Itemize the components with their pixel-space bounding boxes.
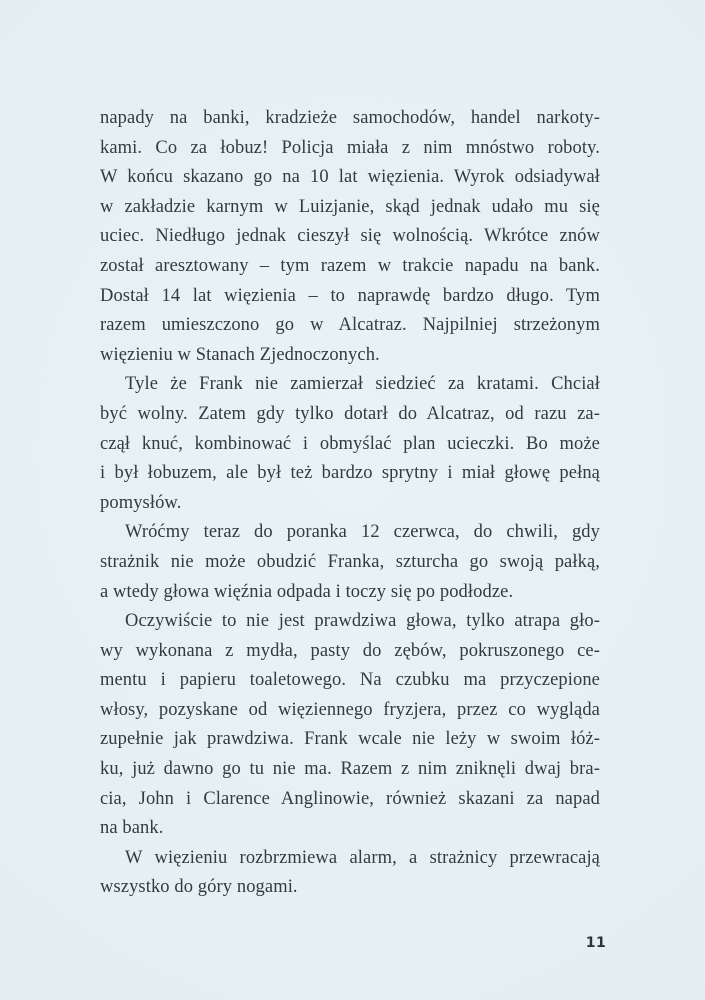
- text-line: kami. Co za łobuz! Policja miała z nim mnóstwo roboty.: [100, 137, 600, 158]
- text-line: W końcu skazano go na 10 lat więzienia. Wyrok odsiadywał: [100, 167, 600, 188]
- text-line: więzieniu w Stanach Zjednoczonych.: [100, 344, 380, 365]
- text-line: W więzieniu rozbrzmiewa alarm, a strażnicy przewracają: [125, 847, 600, 868]
- text-line: został aresztowany – tym razem w trakcie napadu na bank.: [100, 255, 600, 276]
- text-line: włosy, pozyskane od więziennego fryzjera, przez co wygląda: [100, 699, 600, 720]
- text-line: uciec. Niedługo jednak cieszył się wolnością. Wkrótce znów: [100, 226, 600, 247]
- text-line: być wolny. Zatem gdy tylko dotarł do Alcatraz, od razu za-: [100, 403, 600, 424]
- paragraph: [100, 607, 600, 844]
- paragraph: [100, 844, 600, 903]
- text-line: w zakładzie karnym w Luizjanie, skąd jednak udało mu się: [100, 196, 600, 217]
- text-line: Wróćmy teraz do poranka 12 czerwca, do chwili, gdy: [125, 522, 600, 543]
- text-line: razem umieszczono go w Alcatraz. Najpilniej strzeżonym: [100, 315, 600, 336]
- text-line: i był łobuzem, ale był też bardzo sprytny i miał głowę pełną: [100, 463, 600, 484]
- paragraph: [100, 518, 600, 607]
- text-line: cia, John i Clarence Anglinowie, również skazani za napad: [100, 788, 600, 809]
- text-line: Oczywiście to nie jest prawdziwa głowa, tylko atrapa gło-: [125, 611, 600, 632]
- text-line: mentu i papieru toaletowego. Na czubku ma przyczepione: [100, 670, 600, 691]
- text-line: zupełnie jak prawdziwa. Frank wcale nie leży w swoim łóż-: [100, 729, 600, 750]
- text-line: a wtedy głowa więźnia odpada i toczy się po podłodze.: [100, 581, 514, 602]
- text-line: napady na banki, kradzieże samochodów, handel narkoty-: [100, 108, 600, 128]
- paragraph: [100, 104, 600, 370]
- text-line: Tyle że Frank nie zamierzał siedzieć za kratami. Chciał: [125, 374, 600, 395]
- text-line: strażnik nie może obudzić Franka, szturcha go swoją pałką,: [100, 551, 600, 572]
- body-text: [100, 104, 600, 903]
- text-line: wy wykonana z mydła, pasty do zębów, pokruszonego ce-: [100, 640, 600, 661]
- paragraph: [100, 370, 600, 518]
- page-number: 11: [585, 935, 607, 951]
- text-line: czął knuć, kombinować i obmyślać plan ucieczki. Bo może: [100, 433, 600, 454]
- text-line: Dostał 14 lat więzienia – to naprawdę bardzo długo. Tym: [100, 285, 600, 306]
- text-line: wszystko do góry nogami.: [100, 877, 298, 898]
- text-line: ku, już dawno go tu nie ma. Razem z nim zniknęli dwaj bra-: [100, 759, 600, 780]
- text-line: pomysłów.: [100, 492, 182, 513]
- text-line: na bank.: [100, 818, 164, 839]
